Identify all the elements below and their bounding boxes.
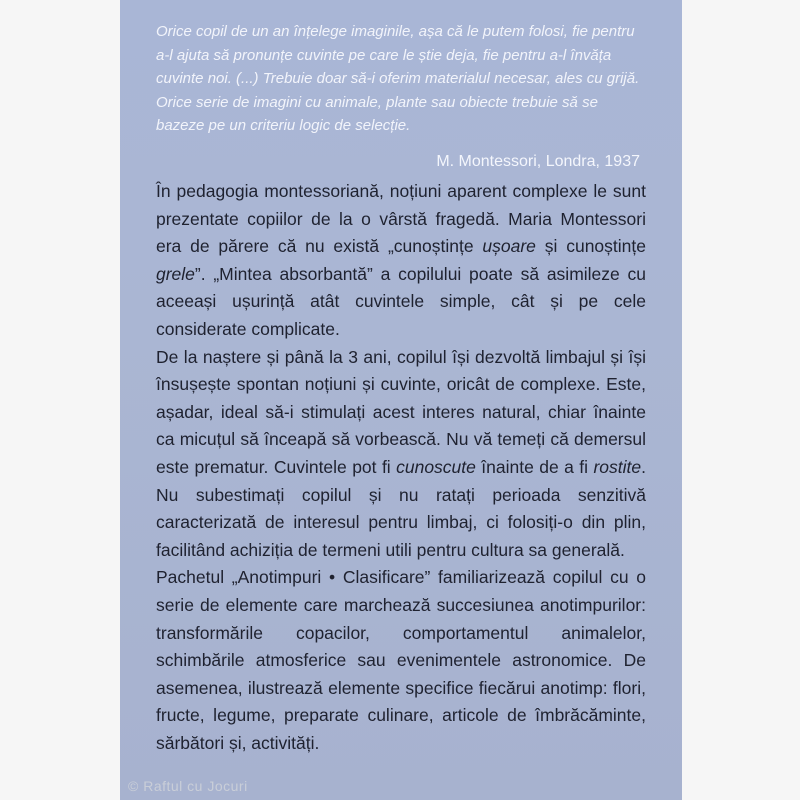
quote-attribution: M. Montessori, Londra, 1937 — [436, 153, 640, 170]
paragraph-montessori-pedagogy: În pedagogia montessoriană, noțiuni aparent complexe le sunt prezentate copiilor de la o vârstă fragedă. Maria Montessori era de părere că nu există „cunoștințe ușoare și cunoștințe grele”. „Mintea absorbantă” a copilului poate să asimileze cu aceeași ușurință atât cuvintele simple, cât și pe cele considerate complicate. — [156, 181, 646, 339]
quote-text: Orice copil de un an înțelege imaginile, așa că le putem folosi, fie pentru a-l ajuta să pronunțe cuvinte pe care le știe deja, fie pentru a-l învăța cuvinte noi. (...) Trebuie doar să-i oferim materialul necesar, ales cu grijă. Orice serie de imagini cu animale, plante sau obiecte trebuie să se bazeze pe un criteriu logic de selecție. — [156, 23, 640, 135]
paragraph-language-development: De la naștere și până la 3 ani, copilul își dezvoltă limbajul și își însușește spontan noțiuni și cuvinte, oricât de complexe. Este, așadar, ideal să-i stimulați acest interes natural, chiar înainte ca micuțul să înceapă să vorbească. Nu vă temeți că demersul este prematur. Cuvintele pot fi cunoscute înainte de a fi rostite. Nu subestimați copilul și nu ratați perioada senzitivă caracterizată de interesul pentru limbaj, ci folosiți-o din plin, facilitând achiziția de termeni utili pentru cultura sa generală. — [156, 346, 646, 560]
montessori-quote — [156, 20, 644, 138]
description-body — [156, 178, 646, 757]
paragraph-package-description: Pachetul „Anotimpuri • Clasificare” familiarizează copilul cu o serie de elemente care marchează succesiunea anotimpurilor: transformările copacilor, comportamentul animalelor, schimbările atmosferice sau evenimentele astronomice. De asemenea, ilustrează elemente specifice fiecărui anotimp: flori, fructe, legume, preparate culinare, articole de îmbrăcăminte, sărbători și, activități. — [156, 567, 646, 753]
watermark: © Raftul cu Jocuri — [128, 778, 248, 794]
